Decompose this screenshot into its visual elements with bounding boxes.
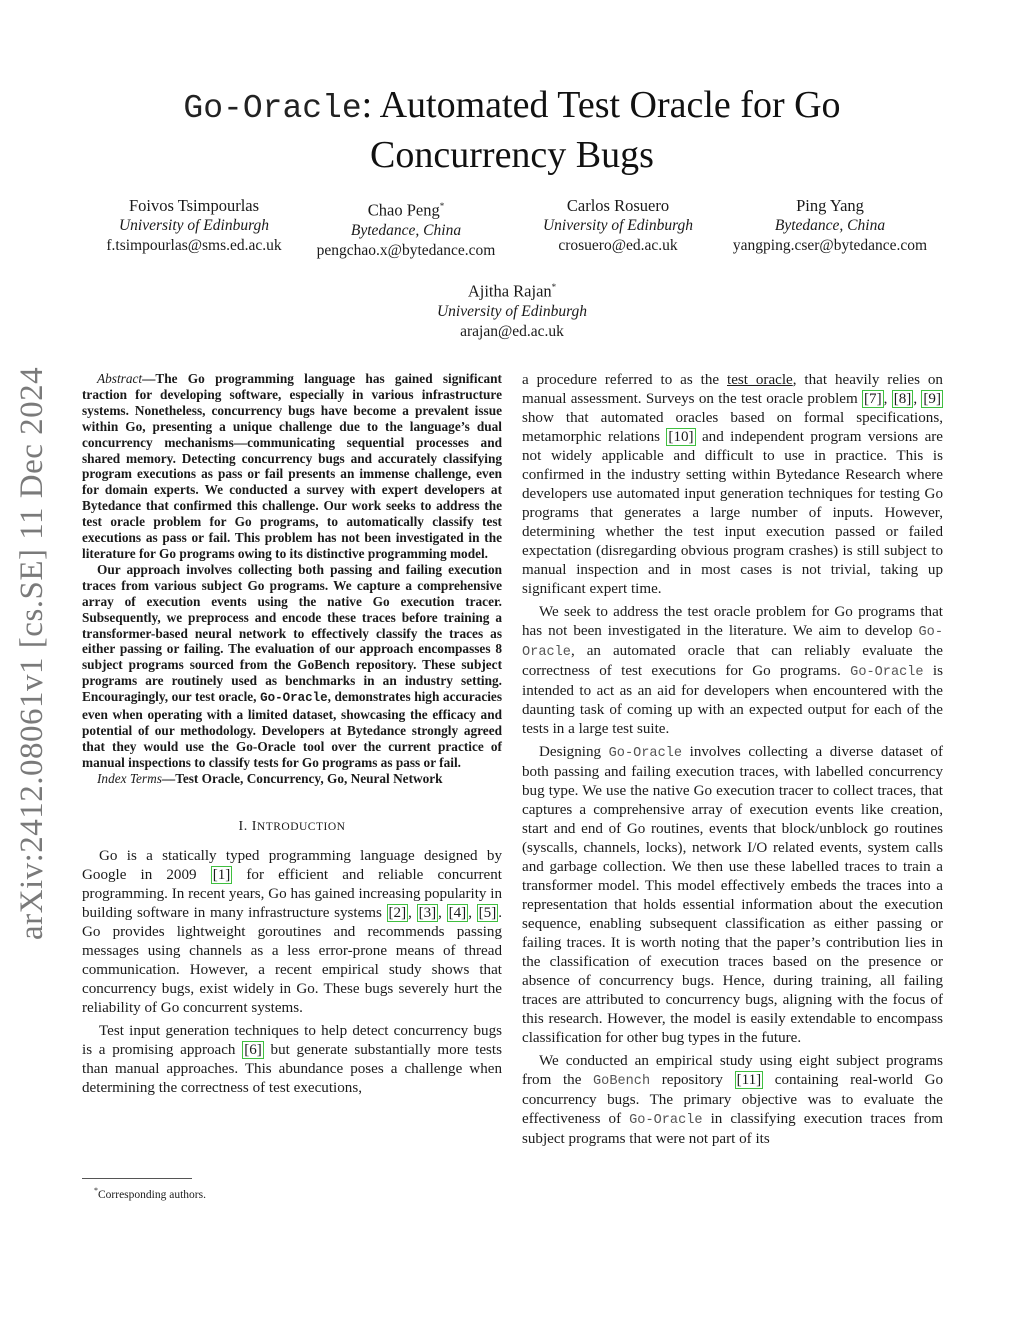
author-affiliation: Bytedance, China bbox=[350, 221, 462, 239]
abstract-paragraph: Abstract—The Go programming language has gained significant traction for developing software, especially in various infrastructure systems. Nonetheless, concurrency bugs have become a prevalent issue within Go, presenting a unique challenge due to the language’s dual concurrency mechanisms—communicating sequential processes and shared memory. Detecting concurrency bugs and accurately classifying program executions as pass or fail presents an immense challenge, even for domain experts. We conducted a survey with expert developers at Bytedance that confirmed this challenge. Our work seeks to address the test oracle problem for Go programs, to automatically classify test executions as pass or fail. This problem has not been investigated in the literature for Go programs owing to its distinctive programming model. bbox=[82, 371, 502, 561]
arxiv-identifier-stamp: arXiv:2412.08061v1 [cs.SE] 11 Dec 2024 bbox=[14, 366, 50, 940]
author-affiliation: University of Edinburgh bbox=[118, 217, 270, 234]
body-paragraph: We conducted an empirical study using eight subject programs from the GoBench repository [11] containing real-world Go concurrency bugs. The primary objective was to evaluate the effectiveness of Go-Oracle in classifying execution traces from subject programs that were not part of its bbox=[522, 1053, 944, 1147]
section-heading: I. INTRODUCTION bbox=[238, 818, 346, 834]
citation-link[interactable]: [7] bbox=[864, 391, 882, 407]
body-paragraph: Designing Go-Oracle involves collecting a diverse dataset of both passing and failing execution traces, with labelled concurrency bug type. We use the native Go execution tracer to collect traces, that captures a comprehensive array of execution events like creation, start and end of Go routines, events that block/unblock go routines (syscalls, channels, locks), network I/O related events, system calls and garbage collection. We then use these labelled traces to train a transformer model. This model effectively embeds the traces into a representation that holds essential information about the execution sequence, enabling subsequent classification as either passing or failing traces. It is worth noting that the paper’s contribution lies in the classification of execution traces based on the presence or absence of concurrency bugs. Hence, during training, all failing traces are attributed to concurrency bugs, aligning with the focus of this research. However, the model is easily extendable to encompass classification for other bug types in the future. bbox=[522, 744, 943, 1046]
citation-link[interactable]: [11] bbox=[736, 1072, 762, 1088]
index-terms: Index Terms—Test Oracle, Concurrency, Go, Neural Network bbox=[97, 770, 443, 786]
corresponding-mark: * bbox=[439, 201, 445, 211]
citation-link[interactable]: [10] bbox=[668, 429, 694, 445]
title-tool-name: Go-Oracle bbox=[183, 90, 362, 127]
body-paragraph: Go is a statically typed programming language designed by Google in 2009 [1] for efficient and reliable concurrent programming. In recent years, Go has gained increasing popularity in building software in many infrastructure systems [2] , [3] , [4] , [5] . Go provides lightweight goroutines and recommends passing messages using channels as a less error-prone means of thread communication. However, a recent empirical study shows that concurrency bugs, exist widely in Go. These bugs severely hurt the reliability of Go concurrent systems. bbox=[82, 847, 503, 1016]
author-name: Chao Peng bbox=[367, 200, 440, 220]
author-name: Foivos Tsimpourlas bbox=[128, 196, 260, 215]
author-block bbox=[400, 277, 624, 342]
author-affiliation: University of Edinburgh bbox=[436, 302, 588, 320]
tool-name: Go-Oracle bbox=[608, 746, 683, 761]
underlined-term: test oracle bbox=[727, 372, 793, 388]
tool-name: Go-Oracle bbox=[522, 625, 943, 660]
right-column bbox=[522, 371, 943, 1153]
body-paragraph: Test input generation techniques to help detect concurrency bugs is a promising approach [6] but generate substantially more tests than manual approaches. This abundance poses a challenge when determining the correctness of test executions, bbox=[82, 1022, 502, 1096]
author-name: Ping Yang bbox=[796, 196, 864, 215]
author-block bbox=[724, 196, 936, 261]
index-terms-label: Index Terms bbox=[97, 770, 162, 786]
citation-link[interactable]: [8] bbox=[893, 391, 912, 407]
citation-link[interactable]: [5] bbox=[478, 904, 497, 921]
author-email: crosuero@ed.ac.uk bbox=[558, 237, 678, 254]
author-email: yangping.cser@bytedance.com bbox=[732, 237, 928, 254]
paper-title bbox=[100, 82, 924, 178]
author-block bbox=[88, 196, 300, 261]
footnote-text: Corresponding authors. bbox=[98, 1188, 206, 1201]
author-email: arajan@ed.ac.uk bbox=[460, 322, 564, 340]
footnote-rule bbox=[82, 1178, 192, 1179]
tool-name: Go-Oracle bbox=[850, 665, 924, 680]
citation-link[interactable]: [4] bbox=[448, 904, 467, 921]
repository-name: GoBench bbox=[593, 1074, 651, 1089]
citation-link[interactable]: [2] bbox=[388, 904, 407, 921]
title-line2: Concurrency Bugs bbox=[370, 134, 654, 176]
author-name: Carlos Rosuero bbox=[566, 196, 670, 215]
footnote bbox=[94, 1186, 206, 1201]
author-affiliation: Bytedance, China bbox=[774, 217, 886, 234]
abstract-paragraph: Our approach involves collecting both passing and failing execution traces from various subject Go programs. We capture a comprehensive array of execution events using the native Go execution tracer. Subsequently, we preprocess and encode these traces before training a transformer-based neural network to effectively classify the traces as either passing or failing. The evaluation of our approach encompasses 8 subject programs sourced from the GoBench repository. These subject programs are routinely used as benchmarks in an industry setting. Encouragingly, our test oracle, Go-Oracle, demonstrates high accuracies even when operating with a limited dataset, showcasing the efficacy and potential of our methodology. Developers at Bytedance strongly agreed that they would use the Go-Oracle tool over the current practice of manual inspections to classify tests for Go programs as pass or fail. bbox=[82, 561, 502, 770]
tool-name: Go-Oracle bbox=[260, 691, 328, 706]
author-email: pengchao.x@bytedance.com bbox=[316, 241, 496, 259]
title-text: : Automated Test Oracle for Go bbox=[361, 84, 841, 126]
author-block bbox=[300, 196, 512, 261]
abstract bbox=[82, 371, 502, 787]
introduction-body bbox=[82, 847, 502, 1098]
author-block bbox=[512, 196, 724, 261]
tool-name: Go-Oracle bbox=[629, 1113, 703, 1128]
author-row bbox=[88, 196, 936, 261]
corresponding-mark: * bbox=[551, 282, 557, 292]
body-paragraph: We seek to address the test oracle problem for Go programs that has not been investigated in the literature. We aim to develop Go-Oracle, an automated oracle that can reliably evaluate the correctness of test executions for Go programs. Go-Oracle is intended to act as an aid for developers when encountered with the daunting task of coming up with an expected output for each of the tests in a large test suite. bbox=[522, 604, 943, 737]
left-column bbox=[82, 371, 502, 1102]
abstract-label: Abstract bbox=[97, 371, 143, 386]
author-email: f.tsimpourlas@sms.ed.ac.uk bbox=[106, 237, 282, 254]
citation-link[interactable]: [9] bbox=[923, 391, 941, 407]
citation-link[interactable]: [6] bbox=[244, 1041, 262, 1058]
citation-link[interactable]: [1] bbox=[212, 866, 231, 883]
footnote-mark: * bbox=[94, 1186, 98, 1195]
body-paragraph: a procedure referred to as the test oracle, that heavily relies on manual assessment. Surveys on the test oracle problem [7] , [8] , [9] show that automated oracles based on formal specifications, metamorphic relations [10] and independent program versions are not widely applicable and difficult to use in practice. This is confirmed in the industry setting within Bytedance Research where developers use automated input generation techniques for testing Go programs that generates a large number of inputs. However, determining whether the test input execution passed or failed expectation (disregarding obvious program crashes) is still subject to manual inspection and in most cases is not trivial, taking up significant expert time. bbox=[522, 372, 944, 597]
author-affiliation: University of Edinburgh bbox=[542, 217, 694, 234]
citation-link[interactable]: [3] bbox=[418, 904, 437, 921]
author-name: Ajitha Rajan bbox=[467, 281, 552, 301]
